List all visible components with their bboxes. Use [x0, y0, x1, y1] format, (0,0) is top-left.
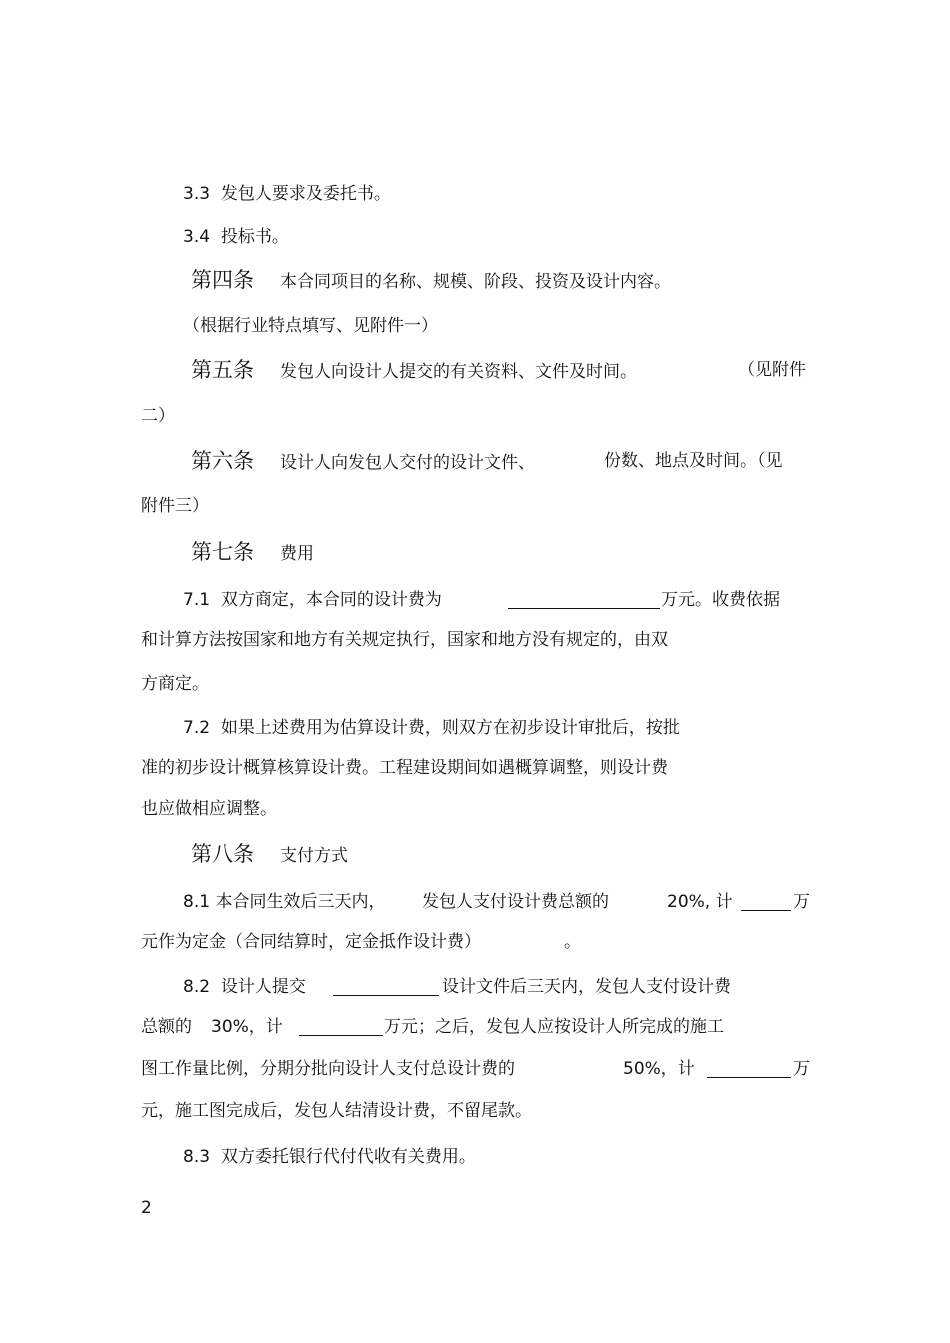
article-6 — [191, 449, 535, 475]
clause-7-2-line-3: 也应做相应调整。 — [141, 799, 277, 819]
deposit-blank[interactable] — [741, 892, 791, 911]
clause-text: 本合同生效后三天内， — [215, 892, 386, 912]
clause-text: 双方商定，本合同的设计费为 — [220, 590, 442, 610]
clause-8-2-line-2b: 万元；之后，发包人应按设计人所完成的施工 — [384, 1017, 724, 1037]
clause-number: 8.1 — [183, 892, 211, 912]
article-title: 第六条 — [191, 449, 254, 473]
clause-number: 7.2 — [183, 718, 211, 738]
clause-8-2-line-2-percent: 30%，计 — [211, 1017, 283, 1037]
clause-3-4 — [183, 225, 289, 249]
article-title: 第八条 — [191, 842, 254, 866]
clause-text: 投标书。 — [220, 227, 289, 247]
article-text: 设计人向发包人交付的设计文件、 — [280, 453, 535, 473]
article-4-note: （根据行业特点填写、见附件一） — [183, 316, 438, 336]
clause-7-1-line-1 — [183, 588, 442, 612]
clause-8-1-percent: 20%, 计 — [667, 892, 733, 912]
second-payment-blank[interactable] — [299, 1017, 383, 1036]
article-title: 第七条 — [191, 540, 254, 564]
article-8 — [191, 842, 348, 868]
clause-number: 8.3 — [183, 1147, 211, 1167]
clause-8-2-line-3-percent: 50%，计 — [623, 1059, 695, 1079]
article-text: 本合同项目的名称、规模、阶段、投资及设计内容。 — [280, 272, 671, 292]
clause-text: 双方委托银行代付代收有关费用。 — [220, 1147, 476, 1167]
page-number: 2 — [141, 1198, 152, 1218]
article-text: 费用 — [280, 544, 314, 564]
article-5-ref-cont: 二） — [141, 406, 175, 426]
clause-8-2-line-4: 元，施工图完成后，发包人结清设计费，不留尾款。 — [141, 1101, 532, 1121]
clause-text: 如果上述费用为估算设计费，则双方在初步设计审批后，按批 — [220, 718, 680, 738]
clause-text: 设计人提交 — [220, 977, 306, 997]
clause-8-2-line-3a: 图工作量比例，分期分批向设计人支付总设计费的 — [141, 1059, 515, 1079]
article-5-ref: （见附件 — [738, 360, 806, 380]
clause-8-1-line-2-end: 。 — [564, 932, 581, 952]
article-6-ref-cont: 附件三） — [141, 496, 209, 516]
article-7 — [191, 540, 314, 566]
clause-8-3 — [183, 1145, 476, 1169]
article-text: 支付方式 — [280, 846, 348, 866]
clause-7-1-post: 万元。收费依据 — [661, 590, 780, 610]
clause-8-2-line-1 — [183, 975, 306, 999]
article-text: 发包人向设计人提交的有关资料、文件及时间。 — [280, 362, 637, 382]
clause-7-2-line-2: 准的初步设计概算核算设计费。工程建设期间如遇概算调整，则设计费 — [141, 758, 668, 778]
clause-8-1-text-2: 发包人支付设计费总额的 — [422, 892, 609, 912]
clause-number: 3.4 — [183, 227, 211, 247]
clause-text: 发包人要求及委托书。 — [220, 184, 391, 204]
clause-3-3 — [183, 182, 391, 206]
clause-7-1-line-3: 方商定。 — [141, 674, 209, 694]
clause-7-2-line-1 — [183, 716, 680, 740]
design-file-blank[interactable] — [333, 977, 439, 996]
article-4 — [191, 268, 671, 294]
article-title: 第五条 — [191, 358, 254, 382]
clause-8-1-line-1 — [183, 890, 385, 914]
clause-8-1-line-2: 元作为定金（合同结算时，定金抵作设计费） — [141, 932, 481, 952]
clause-8-2-text-2: 设计文件后三天内，发包人支付设计费 — [442, 977, 731, 997]
fee-blank[interactable] — [508, 590, 660, 609]
article-6-text-2: 份数、地点及时间。（见 — [604, 451, 783, 471]
clause-number: 7.1 — [183, 590, 211, 610]
clause-number: 3.3 — [183, 184, 211, 204]
clause-8-1-unit: 万 — [793, 892, 810, 912]
article-title: 第四条 — [191, 268, 254, 292]
clause-8-2-line-2a: 总额的 — [141, 1017, 192, 1037]
clause-8-2-line-3-unit: 万 — [793, 1059, 810, 1079]
article-5 — [191, 358, 637, 384]
clause-7-1-line-2: 和计算方法按国家和地方有关规定执行，国家和地方没有规定的，由双 — [141, 630, 668, 650]
installment-blank[interactable] — [707, 1059, 791, 1078]
clause-number: 8.2 — [183, 977, 211, 997]
